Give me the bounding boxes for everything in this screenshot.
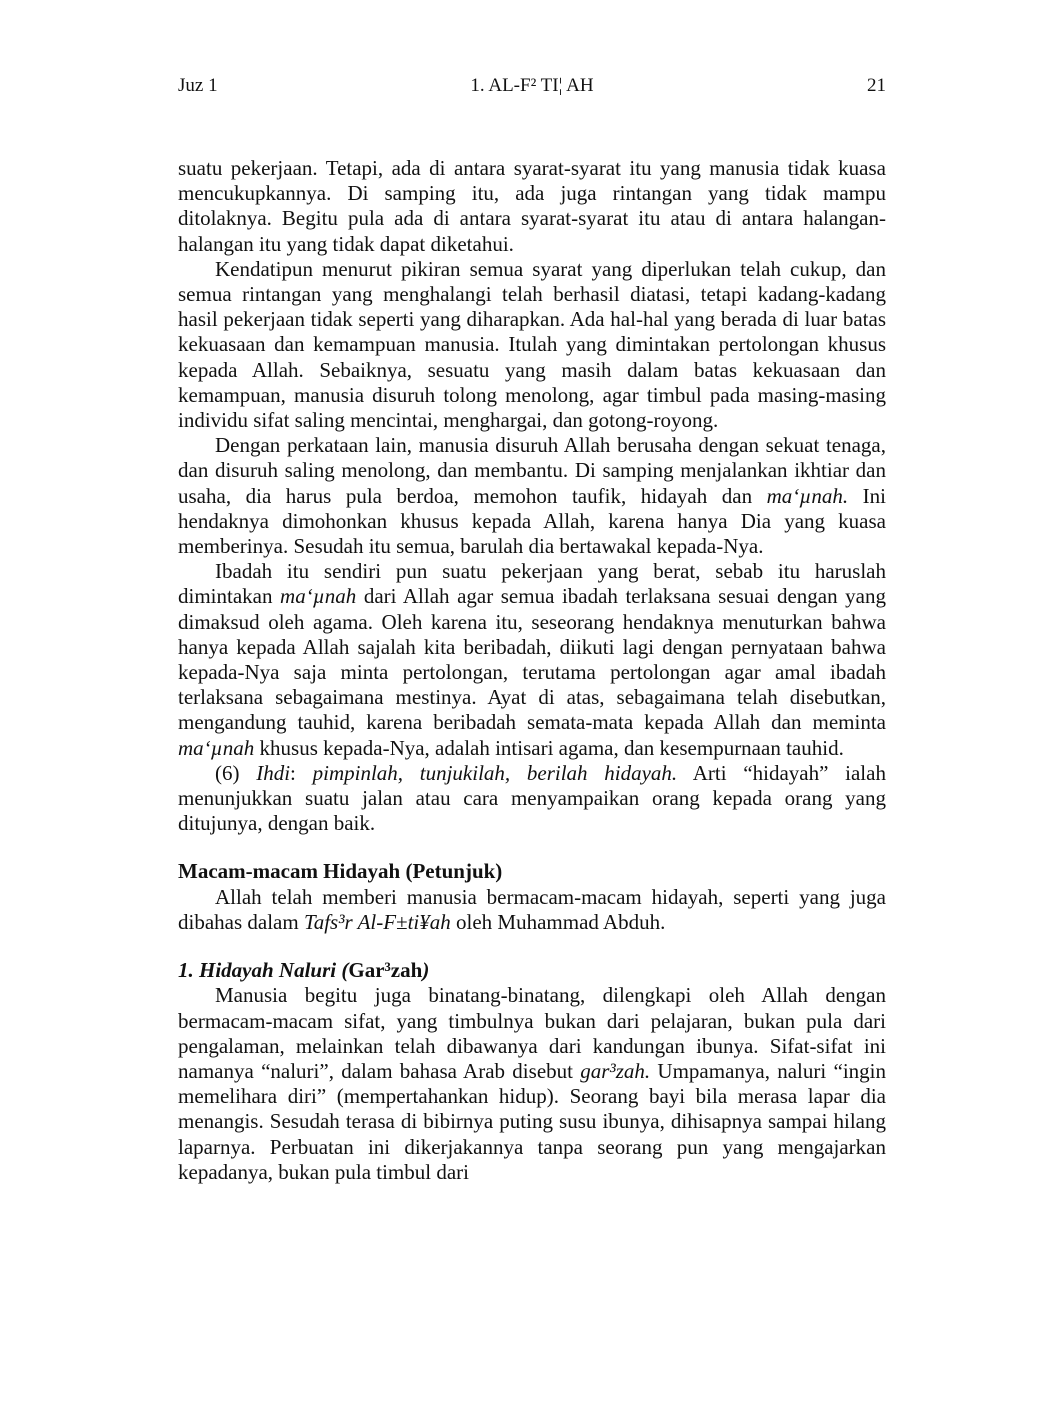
section-heading: Macam-macam Hidayah (Petunjuk) <box>178 859 503 884</box>
juz-label: Juz 1 <box>178 75 218 96</box>
term-maunah: ma‘µnah <box>178 735 255 760</box>
running-head <box>178 72 886 100</box>
page-body <box>178 156 886 1185</box>
term-garizah: gar³zah. <box>580 1058 651 1083</box>
paragraph-kendatipun: Kendatipun menurut pikiran semua syarat yang diperlukan telah cukup, dan semua rintangan yang menghalangi telah berhasil diatasi, tetapi kadang-kadang hasil pekerjaan tidak seperti yang diharapkan. Ada hal-hal yang berada di luar batas kekuasaan dan kemampuan manusia. Itulah yang dimintakan pertolongan khusus kepada Allah. Sebaiknya, sesuatu yang masih dalam batas kekuasaan dan kemampuan, manusia disuruh tolong menolong, agar timbul pada masing-masing individu sifat saling mencintai, menghargai, dan gotong-royong. <box>178 256 886 433</box>
term-maunah: ma‘µnah. <box>766 483 849 508</box>
chapter-title: 1. AL-F² TI¦ AH <box>470 75 594 96</box>
subheading-text: 1. Hidayah Naluri ( <box>178 958 349 983</box>
text-run: dari Allah agar semua ibadah terlaksana sesuai dengan yang dimaksud oleh agama. Oleh karena itu, seseorang hendaknya menuturkan bahwa hanya kepada Allah sajalah kita beribadah, diikuti lagi dengan pernyataan bahwa kepada-Nya saja minta pertolongan, terutama pertolongan agar amal ibadah terlaksana sebagaimana mestinya. Ayat di atas, sebagaimana telah disebutkan, mengandung tauhid, karena beribadah semata-mata kepada Allah dan meminta <box>178 584 886 735</box>
subsection-heading <box>178 958 886 983</box>
text-run: khusus kepada-Nya, adalah intisari agama, dan kesempurnaan tauhid. <box>254 735 844 760</box>
text-run: Ini hendaknya dimohonkan khusus kepada Allah, karena hanya Dia yang kuasa memberinya. Sesudah itu semua, barulah dia bertawakal kepada-Nya. <box>178 483 887 559</box>
term-garizah: Gar³zah <box>348 958 423 983</box>
text-run: Ibadah itu sendiri pun suatu pekerjaan yang berat, sebab itu haruslah dimintakan <box>178 559 886 609</box>
gloss-ihdi: pimpinlah, tunjukilah, berilah hidayah. <box>312 760 678 785</box>
paragraph-ibadah <box>178 559 886 761</box>
term-ihdi: Ihdi <box>256 760 291 785</box>
subheading-close: ) <box>422 958 430 983</box>
paragraph-continuation: suatu pekerjaan. Tetapi, ada di antara syarat-syarat itu yang manusia tidak kuasa mencukupkannya. Di samping itu, ada juga rintangan yang tidak mampu ditolaknya. Begitu pula ada di antara syarat-syarat itu atau di antara halangan-halangan itu yang tidak dapat diketahui. <box>178 156 886 256</box>
text-run: Arti “hidayah” ialah menunjukkan suatu jalan atau cara menyampaikan orang kepada orang yang ditujunya, dengan baik. <box>178 760 886 836</box>
book-title: Tafs³r Al-F±ti¥ah <box>303 909 451 934</box>
text-run: Manusia begitu juga binatang-binatang, dilengkapi oleh Allah dengan bermacam-macam sifat, yang timbulnya bukan dari pelajaran, bukan pula dari pengalaman, melainkan telah dibawanya dari kandungan ibunya. Sifat-sifat ini namanya “naluri”, dalam bahasa Arab disebut <box>178 983 886 1083</box>
text-run: : <box>290 760 313 785</box>
section-intro <box>178 885 886 935</box>
text-run: Allah telah memberi manusia bermacam-macam hidayah, seperti yang juga dibahas dalam <box>178 884 886 934</box>
text-run: (6) <box>215 760 257 785</box>
text-run: oleh Muhammad Abduh. <box>450 909 666 934</box>
paragraph-ihdi <box>178 761 886 837</box>
subsection-text <box>178 983 886 1185</box>
text-run: Umpamanya, naluri “ingin memelihara diri” (mempertahankan hidup). Seorang bayi bila merasa lapar dia menangis. Sesudah terasa di bibirnya puting susu ibunya, dihisapnya sampai hilang laparnya. Perbuatan ini dikerjakannya tanpa seorang pun yang mengajarkan kepadanya, bukan pula timbul dari <box>178 1058 886 1184</box>
page-number: 21 <box>867 75 886 96</box>
paragraph-dengan-perkataan <box>178 433 886 559</box>
text-run: Dengan perkataan lain, manusia disuruh Allah berusaha dengan sekuat tenaga, dan disuruh saling menolong, dan membantu. Di samping menjalankan ikhtiar dan usaha, dia harus pula berdoa, memohon taufik, hidayah dan <box>178 433 886 508</box>
term-maunah: ma‘µnah <box>280 584 357 609</box>
